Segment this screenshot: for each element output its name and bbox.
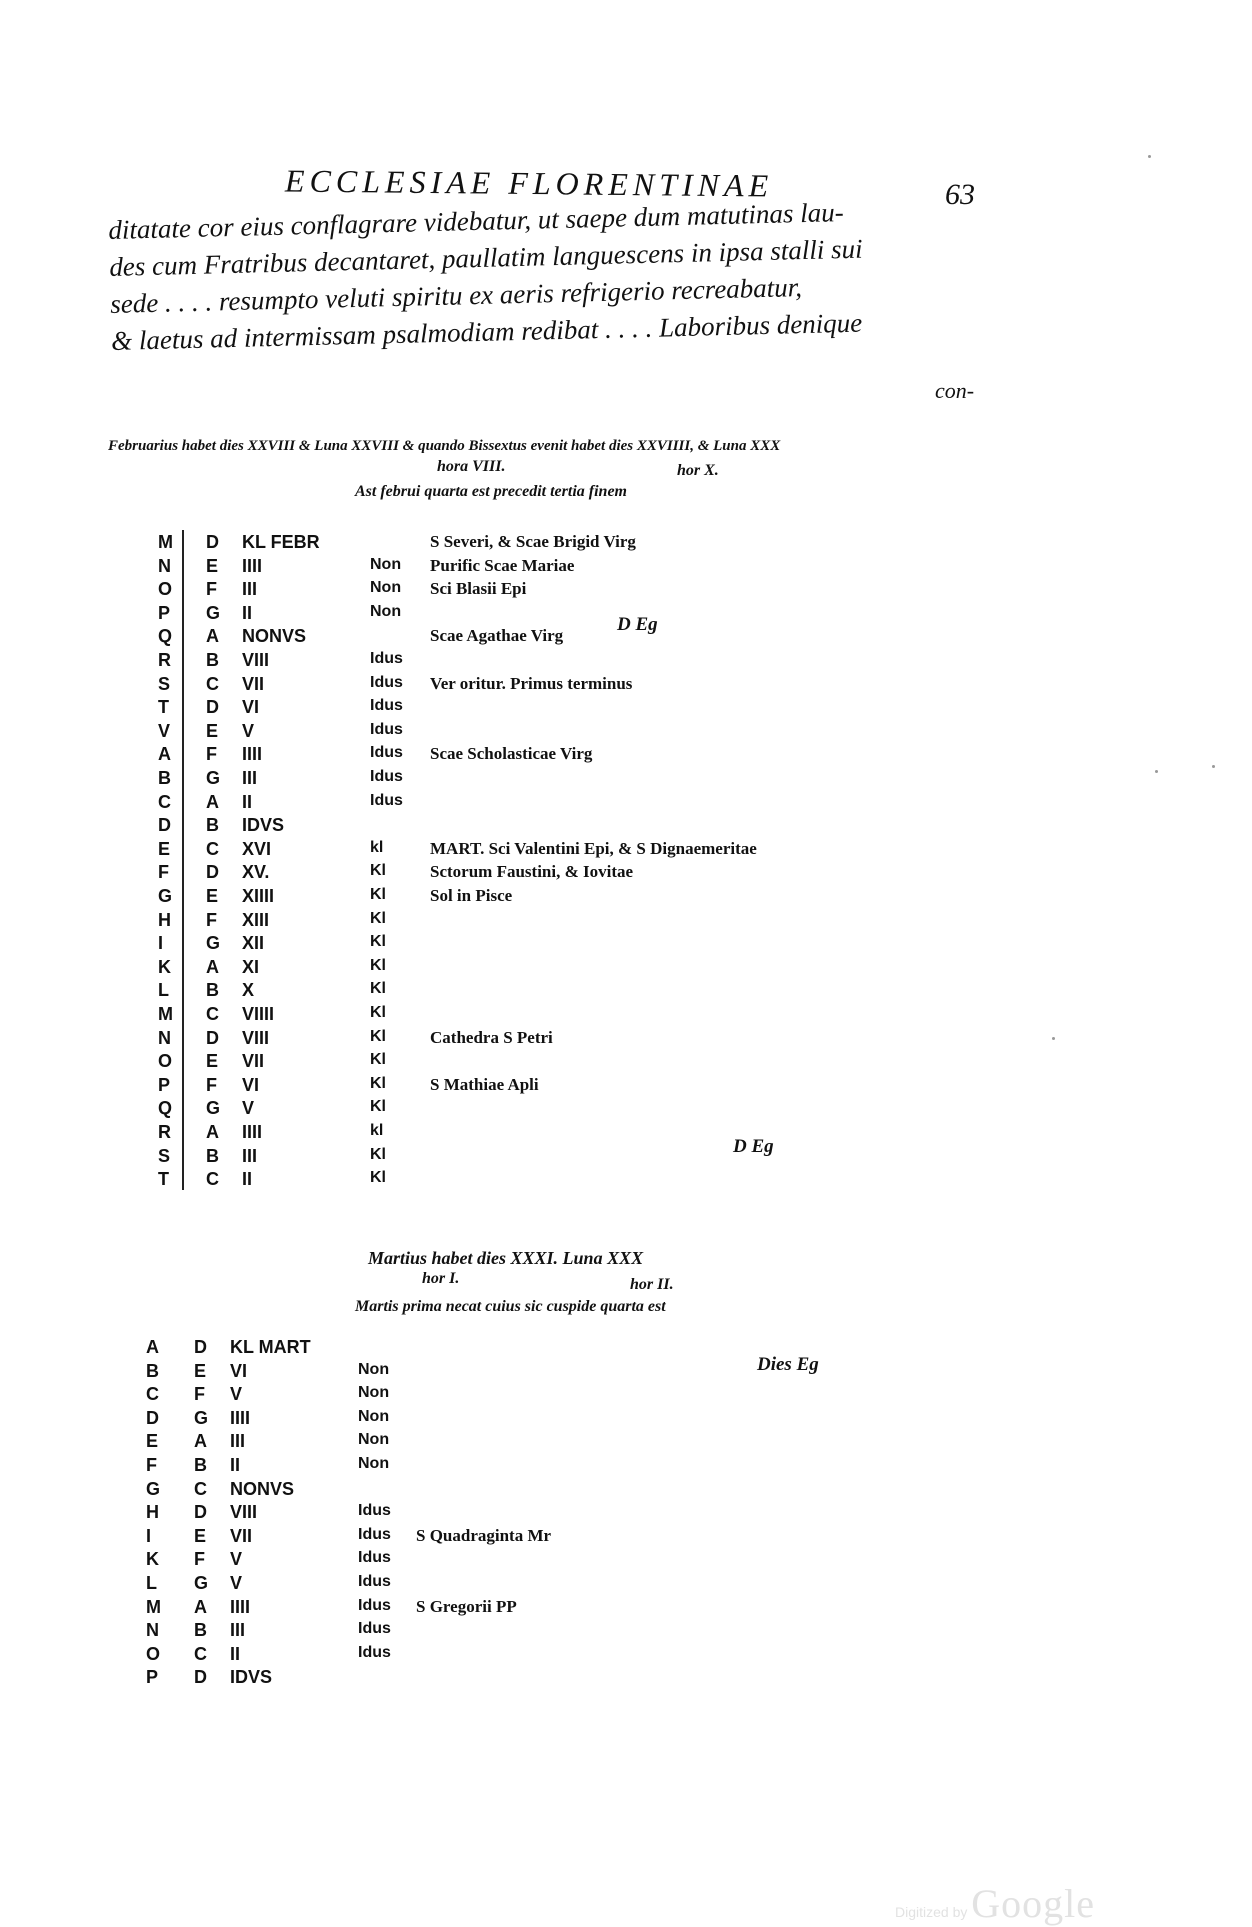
dominical-letter: B: [194, 1620, 207, 1641]
calendar-letter: P: [146, 1667, 159, 1688]
dominical-letter: E: [194, 1525, 207, 1546]
day-number: VII: [230, 1525, 253, 1546]
scan-speck: [1052, 1037, 1055, 1040]
body-line: ditatate cor eius conflagrare videbatur, ut saepe dum matutinas lau-: [108, 197, 845, 245]
dominical-letter: E: [206, 555, 219, 576]
march-hora-right: hor II.: [630, 1276, 674, 1293]
day-number: VI: [242, 1074, 260, 1095]
catchword: con-: [935, 378, 975, 403]
dominical-letter: C: [194, 1643, 207, 1664]
march-verse: Martis prima necat cuius sic cuspide quarta est: [355, 1298, 666, 1315]
day-number: VI: [242, 697, 260, 718]
reckoning-term: Kl: [370, 886, 386, 903]
day-number: IIII: [242, 1122, 263, 1142]
dominical-letter: E: [194, 1360, 207, 1381]
dominical-letter: C: [206, 1004, 219, 1024]
reckoning-term: Kl: [370, 1004, 386, 1021]
reckoning-term: Kl: [370, 1074, 386, 1092]
calendar-letter: Q: [158, 626, 173, 647]
feast-note: Sol in Pisce: [430, 886, 513, 905]
reckoning-term: Non: [358, 1384, 390, 1402]
reckoning-term: Idus: [358, 1573, 391, 1590]
reckoning-term: Idus: [358, 1643, 391, 1661]
reckoning-term: Kl: [370, 1027, 386, 1045]
dominical-letter: B: [206, 650, 219, 670]
day-number: KL MART: [230, 1337, 311, 1357]
calendar-letter: C: [158, 791, 171, 812]
dominical-letter: G: [206, 602, 221, 623]
reckoning-term: Non: [358, 1407, 390, 1425]
day-number: V: [230, 1384, 243, 1405]
reckoning-term: Kl: [370, 1051, 386, 1069]
feast-note: S Quadraginta Mr: [416, 1525, 552, 1545]
reckoning-term: Idus: [358, 1502, 391, 1520]
day-number: KL FEBR: [242, 532, 320, 552]
day-number: VII: [242, 673, 265, 694]
dominical-letter: F: [194, 1384, 205, 1405]
reckoning-term: Kl: [370, 933, 386, 951]
day-number: XVI: [242, 838, 272, 859]
day-number: XIII: [242, 909, 270, 930]
reckoning-term: Idus: [370, 791, 403, 809]
reckoning-term: Idus: [358, 1549, 391, 1567]
feast-note: Cathedra S Petri: [430, 1027, 553, 1047]
day-number: XI: [242, 956, 260, 977]
calendar-letter: C: [146, 1384, 159, 1405]
dominical-letter: C: [194, 1478, 207, 1499]
reckoning-term: Kl: [370, 1169, 386, 1187]
dominical-letter: G: [194, 1573, 209, 1593]
calendar-letter: N: [158, 1027, 171, 1048]
day-number: III: [242, 579, 258, 600]
calendar-letter: S: [158, 1145, 171, 1166]
dominical-letter: E: [206, 1051, 219, 1072]
day-number: IIII: [230, 1596, 251, 1617]
calendar-letter: O: [158, 579, 173, 600]
calendar-letter: O: [146, 1643, 161, 1664]
day-number: IDVS: [230, 1667, 273, 1688]
reckoning-term: Non: [358, 1360, 390, 1378]
calendar-letter: H: [158, 909, 171, 930]
dominical-letter: D: [206, 532, 219, 552]
watermark-prefix: Digitized by: [895, 1904, 968, 1920]
dominical-letter: B: [206, 815, 219, 836]
calendar-letter: F: [158, 862, 169, 883]
dominical-letter: E: [206, 720, 219, 741]
day-number: III: [230, 1431, 246, 1452]
dominical-letter: C: [206, 673, 219, 694]
day-number: II: [230, 1455, 241, 1475]
page-number: 63: [945, 178, 975, 211]
calendar-letter: E: [158, 838, 171, 859]
body-line: sede . . . . resumpto veluti spiritu ex aeris refrigerio recreabatur,: [109, 272, 803, 319]
day-number: V: [242, 720, 255, 741]
dominical-letter: A: [194, 1596, 207, 1617]
calendar-letter: L: [146, 1573, 157, 1593]
calendar-letter: E: [146, 1431, 159, 1452]
dominical-letter: C: [206, 838, 219, 859]
dominical-letter: D: [194, 1337, 207, 1357]
calendar-letter: L: [158, 980, 169, 1001]
scan-speck: [1212, 765, 1215, 768]
calendar-letter: M: [146, 1596, 161, 1617]
reckoning-term: Kl: [370, 1098, 386, 1116]
calendar-letter: R: [158, 650, 171, 670]
day-number: IIII: [242, 744, 263, 765]
reckoning-term: Non: [358, 1431, 390, 1449]
day-number: III: [242, 1145, 258, 1166]
day-number: II: [242, 1169, 253, 1190]
reckoning-term: Idus: [370, 650, 403, 667]
calendar-letter: T: [158, 1169, 169, 1190]
feast-note: S Gregorii PP: [416, 1596, 517, 1616]
day-number: III: [230, 1620, 246, 1641]
feast-note: Scae Agathae Virg: [430, 626, 564, 646]
reckoning-term: kl: [370, 1122, 384, 1139]
reckoning-term: Kl: [370, 862, 386, 880]
dominical-letter: F: [206, 909, 217, 930]
day-number: VIII: [230, 1502, 258, 1523]
body-paragraph: [108, 190, 1031, 360]
dominical-letter: A: [206, 956, 219, 977]
reckoning-term: Non: [370, 555, 402, 573]
feast-note: Purific Scae Mariae: [430, 555, 575, 575]
day-number: V: [230, 1549, 243, 1570]
february-hora-right: hor X.: [677, 462, 719, 479]
day-number: XV.: [242, 862, 270, 883]
dominical-letter: G: [194, 1407, 209, 1428]
dominical-letter: F: [194, 1549, 205, 1570]
day-number: II: [230, 1643, 241, 1664]
reckoning-term: Idus: [358, 1525, 391, 1543]
day-number: VIII: [242, 650, 270, 670]
calendar-letter: Q: [158, 1098, 173, 1119]
day-number: X: [242, 980, 255, 1001]
feast-note: Sctorum Faustini, & Iovitae: [430, 862, 634, 882]
reckoning-term: Idus: [370, 768, 403, 785]
day-number: III: [242, 768, 258, 788]
day-number: II: [242, 791, 253, 812]
dominical-letter: F: [206, 1074, 217, 1095]
scan-speck: [1155, 770, 1158, 773]
dominical-letter: D: [194, 1667, 207, 1688]
dominical-letter: D: [206, 697, 219, 718]
dominical-letter: B: [206, 1145, 219, 1166]
reckoning-term: Non: [370, 602, 402, 620]
calendar-letter: D: [158, 815, 171, 836]
february-heading: Februarius habet dies XXVIII & Luna XXVIII & quando Bissextus evenit habet dies XXVIIII, & Luna XXX: [108, 438, 781, 454]
calendar-letter: R: [158, 1122, 171, 1142]
calendar-letter: B: [146, 1360, 159, 1381]
watermark-brand: Google: [971, 1881, 1096, 1926]
february-hora-left: hora VIII.: [437, 458, 506, 475]
calendar-letter: O: [158, 1051, 173, 1072]
feast-note: Sci Blasii Epi: [430, 579, 527, 599]
day-number: II: [242, 602, 253, 623]
dominical-letter: A: [206, 791, 219, 812]
calendar-letter: V: [158, 720, 171, 741]
body-line: & laetus ad intermissam psalmodiam redibat . . . . Laboribus denique: [110, 307, 863, 356]
calendar-letter: N: [146, 1620, 159, 1641]
day-number: XIIII: [242, 886, 275, 906]
calendar-letter: P: [158, 602, 171, 623]
dominical-letter: A: [194, 1431, 207, 1452]
calendar-letter: I: [158, 933, 164, 954]
dominical-letter: E: [206, 886, 219, 906]
calendar-letter: K: [146, 1549, 159, 1570]
column-rule: [182, 530, 184, 1190]
dominical-letter: B: [206, 980, 219, 1001]
feast-note: S Severi, & Scae Brigid Virg: [430, 532, 636, 551]
dominical-letter: D: [206, 1027, 219, 1048]
day-number: NONVS: [242, 626, 307, 647]
calendar-letter: F: [146, 1455, 157, 1475]
day-number: IDVS: [242, 815, 285, 836]
dominical-letter: B: [194, 1455, 207, 1475]
reckoning-term: Non: [358, 1455, 390, 1472]
reckoning-term: kl: [370, 838, 384, 856]
day-number: V: [230, 1573, 243, 1593]
reckoning-term: Kl: [370, 956, 386, 974]
reckoning-term: Idus: [358, 1620, 391, 1638]
day-number: VII: [242, 1051, 265, 1072]
reckoning-term: Kl: [370, 980, 386, 998]
calendar-letter: I: [146, 1525, 152, 1546]
calendar-letter: M: [158, 532, 173, 552]
calendar-letter: H: [146, 1502, 159, 1523]
reckoning-term: Kl: [370, 909, 386, 927]
dominical-letter: D: [194, 1502, 207, 1523]
digitized-watermark: [895, 1880, 1095, 1927]
calendar-letter: T: [158, 697, 169, 718]
dominical-letter: A: [206, 1122, 219, 1142]
feast-note: MART. Sci Valentini Epi, & S Dignaemeritae: [430, 838, 757, 858]
dominical-letter: G: [206, 768, 221, 788]
february-margin-note-1: D Eg: [617, 614, 658, 635]
day-number: VI: [230, 1360, 248, 1381]
day-number: IIII: [242, 555, 263, 576]
calendar-letter: G: [146, 1478, 161, 1499]
reckoning-term: Idus: [370, 720, 403, 738]
dominical-letter: C: [206, 1169, 219, 1190]
calendar-letter: M: [158, 1004, 173, 1024]
day-number: V: [242, 1098, 255, 1119]
calendar-letter: P: [158, 1074, 171, 1095]
feast-note: Ver oritur. Primus terminus: [430, 673, 633, 693]
dominical-letter: F: [206, 579, 217, 600]
reckoning-term: Idus: [370, 697, 403, 715]
february-margin-note-2: D Eg: [733, 1136, 774, 1157]
scan-speck: [1148, 155, 1151, 158]
calendar-letter: K: [158, 956, 171, 977]
dominical-letter: F: [206, 744, 217, 765]
dominical-letter: D: [206, 862, 219, 883]
reckoning-term: Idus: [370, 673, 403, 691]
march-hora-left: hor I.: [422, 1270, 460, 1287]
dominical-letter: A: [206, 626, 219, 647]
reckoning-term: Kl: [370, 1145, 386, 1163]
march-heading: Martius habet dies XXXI. Luna XXX: [368, 1248, 644, 1268]
calendar-letter: A: [158, 744, 171, 765]
reckoning-term: Idus: [358, 1596, 391, 1614]
day-number: VIII: [242, 1027, 270, 1048]
reckoning-term: Idus: [370, 744, 403, 762]
calendar-letter: B: [158, 768, 171, 788]
day-number: NONVS: [230, 1478, 295, 1499]
reckoning-term: Non: [370, 579, 402, 597]
calendar-letter: D: [146, 1407, 159, 1428]
day-number: VIIII: [242, 1004, 275, 1024]
february-verse: Ast februi quarta est precedit tertia finem: [355, 483, 627, 500]
calendar-letter: A: [146, 1337, 159, 1357]
calendar-letter: G: [158, 886, 173, 906]
running-title: ECCLESIAE FLORENTINAE: [284, 162, 774, 204]
march-margin-note: Dies Eg: [757, 1354, 819, 1375]
calendar-letter: S: [158, 673, 171, 694]
body-line: des cum Fratribus decantaret, paullatim languescens in ipsa stalli sui: [108, 233, 863, 282]
day-number: IIII: [230, 1407, 251, 1428]
calendar-letter: N: [158, 555, 171, 576]
feast-note: Scae Scholasticae Virg: [430, 744, 593, 764]
dominical-letter: G: [206, 1098, 221, 1119]
dominical-letter: G: [206, 933, 221, 954]
day-number: XII: [242, 933, 265, 954]
feast-note: S Mathiae Apli: [430, 1074, 539, 1094]
